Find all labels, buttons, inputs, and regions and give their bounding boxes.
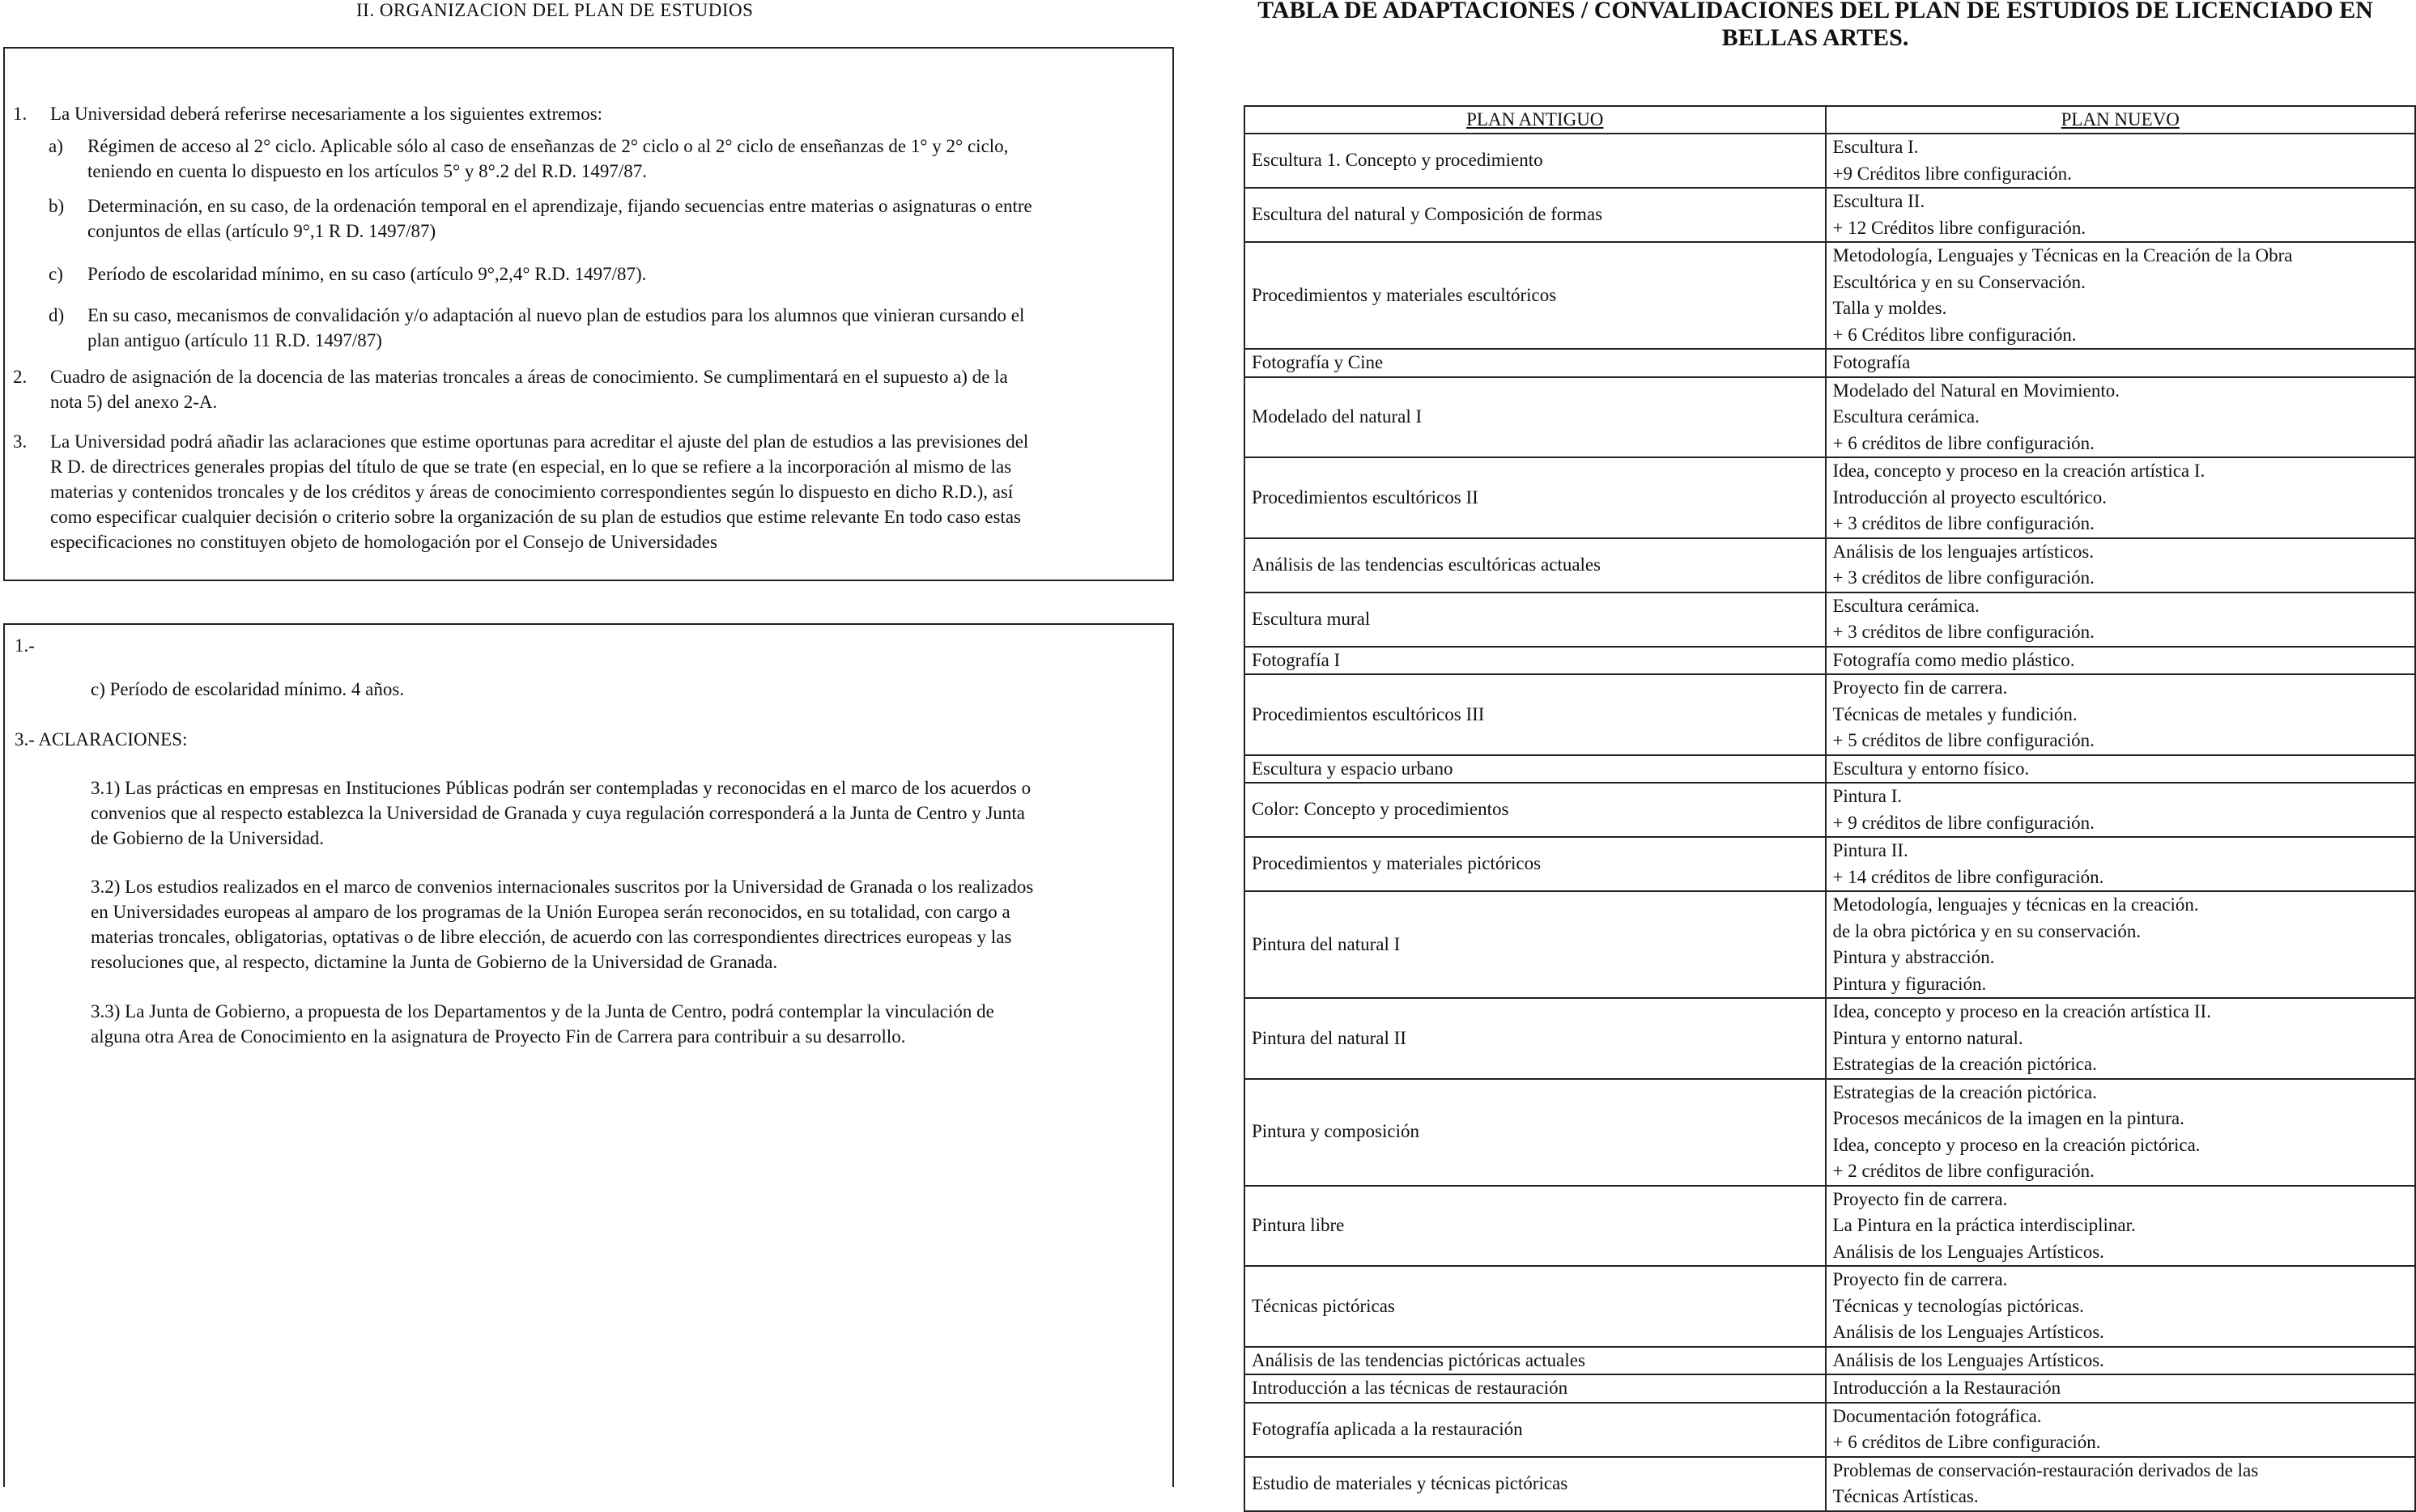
new-plan-line: + 6 créditos de Libre configuración. <box>1832 1432 2101 1452</box>
header-old-plan: PLAN ANTIGUO <box>1244 106 1826 134</box>
old-plan-cell: Técnicas pictóricas <box>1244 1266 1826 1347</box>
clarification-3-1-line2: convenios que al respecto establezca la Universidad de Granada y cuya regulación corresponderá a la Junta de Centro y Junta <box>91 803 1025 823</box>
item-1d-number: d) <box>49 305 65 325</box>
old-plan-cell: Procedimientos escultóricos III <box>1244 674 1826 755</box>
table-title-line2: BELLAS ARTES. <box>1721 24 1909 51</box>
new-plan-cell <box>1826 242 2415 349</box>
new-plan-cell <box>1826 1079 2415 1186</box>
item-1c-line1: Período de escolaridad mínimo, en su caso (artículo 9°,2,4° R.D. 1497/87). <box>87 264 647 284</box>
new-plan-line: Documentación fotográfica. <box>1832 1405 2042 1426</box>
new-plan-line: Pintura y abstracción. <box>1832 947 1995 967</box>
table-row <box>1244 134 2415 188</box>
new-plan-line: Pintura I. <box>1832 786 1903 806</box>
new-plan-line: + 6 créditos de libre configuración. <box>1832 432 2095 453</box>
old-plan-cell: Modelado del natural I <box>1244 377 1826 458</box>
new-plan-line: Análisis de los Lenguajes Artísticos. <box>1832 1349 2104 1370</box>
item-2-number: 2. <box>13 367 28 387</box>
old-plan-cell: Color: Concepto y procedimientos <box>1244 783 1826 837</box>
table-row <box>1244 349 2415 377</box>
new-plan-cell <box>1826 783 2415 837</box>
new-plan-line: Pintura y figuración. <box>1832 973 1987 994</box>
new-plan-line: + 9 créditos de libre configuración. <box>1832 812 2095 833</box>
adaptations-table <box>1244 105 2416 1512</box>
old-plan-cell: Procedimientos y materiales escultóricos <box>1244 242 1826 349</box>
new-plan-cell <box>1826 377 2415 458</box>
heading-1: 1.- <box>15 635 35 656</box>
item-1-text: La Universidad deberá referirse necesariamente a los siguientes extremos: <box>50 104 603 124</box>
new-plan-line: Estrategias de la creación pictórica. <box>1832 1054 2097 1074</box>
new-plan-line: + 12 Créditos libre configuración. <box>1832 217 2086 238</box>
table-title-line1: TABLA DE ADAPTACIONES / CONVALIDACIONES DEL PLAN DE ESTUDIOS DE LICENCIADO EN <box>1257 0 2373 23</box>
heading-aclaraciones: 3.- ACLARACIONES: <box>15 729 188 750</box>
new-plan-cell <box>1826 1403 2415 1457</box>
item-1a-line1: Régimen de acceso al 2° ciclo. Aplicable sólo al caso de enseñanzas de 2° ciclo o al 2° ciclo de enseñanzas de 1° y 2° ciclo, <box>87 136 1009 156</box>
new-plan-line: Escultura II. <box>1832 191 1925 211</box>
clarification-3-3-line1: 3.3) La Junta de Gobierno, a propuesta de los Departamentos y de la Junta de Centro, podrá contemplar la vinculación de <box>91 1001 994 1021</box>
clarification-3-2-line4: resoluciones que, al respecto, dictamine la Junta de Gobierno de la Universidad de Granada. <box>91 952 778 972</box>
table-row <box>1244 674 2415 755</box>
old-plan-cell: Análisis de las tendencias pictóricas actuales <box>1244 1347 1826 1375</box>
old-plan-cell: Pintura y composición <box>1244 1079 1826 1186</box>
new-plan-cell <box>1826 1457 2415 1511</box>
table-row <box>1244 891 2415 998</box>
old-plan-cell: Escultura y espacio urbano <box>1244 755 1826 784</box>
table-row <box>1244 755 2415 784</box>
item-1b-line1: Determinación, en su caso, de la ordenación temporal en el aprendizaje, fijando secuencias entre materias o asignaturas o entre <box>87 196 1032 216</box>
table-row <box>1244 188 2415 242</box>
table-row <box>1244 377 2415 458</box>
clarification-3-3-line2: alguna otra Area de Conocimiento en la asignatura de Proyecto Fin de Carrera para contribuir a su desarrollo. <box>91 1026 906 1047</box>
item-3-line5: especificaciones no constituyen objeto de homologación por el Consejo de Universidades <box>50 532 717 552</box>
old-plan-cell: Pintura del natural II <box>1244 998 1826 1079</box>
old-plan-cell: Procedimientos y materiales pictóricos <box>1244 837 1826 891</box>
new-plan-line: Modelado del Natural en Movimiento. <box>1832 380 2120 401</box>
new-plan-line: Análisis de los Lenguajes Artísticos. <box>1832 1241 2104 1262</box>
new-plan-line: +9 Créditos libre configuración. <box>1832 163 2072 184</box>
new-plan-line: La Pintura en la práctica interdisciplinar. <box>1832 1215 2136 1235</box>
new-plan-line: + 3 créditos de libre configuración. <box>1832 513 2095 533</box>
item-1d-line2: plan antiguo (artículo 11 R.D. 1497/87) <box>87 330 382 350</box>
new-plan-cell <box>1826 1374 2415 1403</box>
old-plan-cell: Procedimientos escultóricos II <box>1244 457 1826 538</box>
new-plan-cell <box>1826 1347 2415 1375</box>
new-plan-cell <box>1826 1186 2415 1267</box>
item-1-number: 1. <box>13 104 28 124</box>
old-plan-cell: Introducción a las técnicas de restauración <box>1244 1374 1826 1403</box>
new-plan-cell <box>1826 538 2415 592</box>
old-plan-cell: Análisis de las tendencias escultóricas actuales <box>1244 538 1826 592</box>
new-plan-line: Análisis de los Lenguajes Artísticos. <box>1832 1322 2104 1342</box>
table-header-row <box>1244 106 2415 134</box>
clarification-3-1-line1: 3.1) Las prácticas en empresas en Instituciones Públicas podrán ser contempladas y reconocidas en el marco de los acuerdos o <box>91 778 1031 798</box>
new-plan-line: Técnicas de metales y fundición. <box>1832 703 2078 724</box>
header-new-plan: PLAN NUEVO <box>1826 106 2415 134</box>
new-plan-line: Proyecto fin de carrera. <box>1832 1269 2008 1289</box>
new-plan-cell <box>1826 1266 2415 1347</box>
new-plan-line: Estrategias de la creación pictórica. <box>1832 1081 2097 1102</box>
table-row <box>1244 783 2415 837</box>
new-plan-line: Procesos mecánicos de la imagen en la pintura. <box>1832 1108 2184 1128</box>
new-plan-line: Pintura y entorno natural. <box>1832 1027 2023 1048</box>
new-plan-line: Escultura cerámica. <box>1832 406 1980 427</box>
new-plan-line: Fotografía como medio plástico. <box>1832 649 2075 670</box>
new-plan-line: Escultura y entorno físico. <box>1832 758 2030 779</box>
new-plan-cell <box>1826 998 2415 1079</box>
table-row <box>1244 998 2415 1079</box>
new-plan-line: Escultura I. <box>1832 137 1919 157</box>
table-row <box>1244 1457 2415 1511</box>
old-plan-cell: Escultura mural <box>1244 592 1826 647</box>
new-plan-line: + 3 créditos de libre configuración. <box>1832 622 2095 642</box>
new-plan-line: Fotografía <box>1832 352 1911 372</box>
new-plan-line: + 14 créditos de libre configuración. <box>1832 866 2104 887</box>
old-plan-cell: Fotografía y Cine <box>1244 349 1826 377</box>
new-plan-line: Técnicas y tecnologías pictóricas. <box>1832 1295 2084 1316</box>
old-plan-cell: Pintura libre <box>1244 1186 1826 1267</box>
new-plan-line: Idea, concepto y proceso en la creación pictórica. <box>1832 1134 2201 1155</box>
new-plan-line: Introducción a la Restauración <box>1832 1378 2061 1398</box>
new-plan-line: Talla y moldes. <box>1832 298 1947 318</box>
item-3-number: 3. <box>13 431 28 452</box>
item-1a-line2: teniendo en cuenta lo dispuesto en los artículos 5° y 8°.2 del R.D. 1497/87. <box>87 161 648 181</box>
table-row <box>1244 592 2415 647</box>
table-row <box>1244 1079 2415 1186</box>
old-plan-cell: Fotografía aplicada a la restauración <box>1244 1403 1826 1457</box>
item-1c-number: c) <box>49 264 63 284</box>
table-row <box>1244 457 2415 538</box>
item-2-line1: Cuadro de asignación de la docencia de las materias troncales a áreas de conocimiento. Se cumplimentará en el supuesto a) de la <box>50 367 1008 387</box>
table-row <box>1244 647 2415 675</box>
new-plan-line: Idea, concepto y proceso en la creación artística II. <box>1832 1001 2211 1021</box>
new-plan-cell <box>1826 891 2415 998</box>
item-3-line2: R D. de directrices generales propias del título de que se trate (en especial, en lo que se refiere a la incorporación al mismo de las <box>50 457 1012 477</box>
clarifications-box <box>3 623 1174 1487</box>
clarification-3-2-line3: materias troncales, obligatorias, optativas o de libre elección, de acuerdo con las correspondientes directrices europeas y las <box>91 927 1012 947</box>
item-1b-line2: conjuntos de ellas (artículo 9°,1 R D. 1497/87) <box>87 221 436 241</box>
minimum-period: c) Período de escolaridad mínimo. 4 años. <box>91 679 405 699</box>
item-3-line1: La Universidad podrá añadir las aclaraciones que estime oportunas para acreditar el ajuste del plan de estudios a las previsiones del <box>50 431 1029 452</box>
new-plan-line: Idea, concepto y proceso en la creación artística I. <box>1832 461 2205 481</box>
item-2-line2: nota 5) del anexo 2-A. <box>50 392 218 412</box>
table-row <box>1244 1186 2415 1267</box>
clarification-3-2-line1: 3.2) Los estudios realizados en el marco de convenios internacionales suscritos por la Universidad de Granada o los realizados <box>91 877 1034 897</box>
new-plan-line: Escultórica y en su Conservación. <box>1832 271 2086 292</box>
new-plan-cell <box>1826 837 2415 891</box>
old-plan-cell: Fotografía I <box>1244 647 1826 675</box>
table-row <box>1244 1266 2415 1347</box>
clarification-3-2-line2: en Universidades europeas al amparo de los programas de la Unión Europea serán reconocidos, en su totalidad, con cargo a <box>91 902 1010 922</box>
new-plan-line: Análisis de los lenguajes artísticos. <box>1832 541 2095 562</box>
new-plan-line: Pintura II. <box>1832 840 1908 860</box>
new-plan-line: Metodología, Lenguajes y Técnicas en la Creación de la Obra <box>1832 245 2293 265</box>
new-plan-cell <box>1826 457 2415 538</box>
old-plan-cell: Escultura 1. Concepto y procedimiento <box>1244 134 1826 188</box>
item-3-line4: como especificar cualquier decisión o criterio sobre la organización de su plan de estudios que estime relevante En todo caso estas <box>50 507 1021 527</box>
new-plan-cell <box>1826 134 2415 188</box>
new-plan-line: Técnicas Artísticas. <box>1832 1486 1979 1506</box>
table-title <box>1214 0 2416 52</box>
new-plan-line: Escultura cerámica. <box>1832 595 1980 616</box>
table-row <box>1244 1374 2415 1403</box>
new-plan-line: + 3 créditos de libre configuración. <box>1832 567 2095 588</box>
new-plan-cell <box>1826 647 2415 675</box>
new-plan-cell <box>1826 188 2415 242</box>
table-row <box>1244 1347 2415 1375</box>
new-plan-cell <box>1826 674 2415 755</box>
old-plan-cell: Escultura del natural y Composición de formas <box>1244 188 1826 242</box>
new-plan-cell <box>1826 349 2415 377</box>
new-plan-line: Proyecto fin de carrera. <box>1832 677 2008 698</box>
new-plan-line: + 5 créditos de libre configuración. <box>1832 730 2095 750</box>
section-title: II. ORGANIZACION DEL PLAN DE ESTUDIOS <box>356 0 754 20</box>
item-1a-number: a) <box>49 136 63 156</box>
table-row <box>1244 538 2415 592</box>
item-1d-line1: En su caso, mecanismos de convalidación y/o adaptación al nuevo plan de estudios para los alumnos que vinieran cursando el <box>87 305 1025 325</box>
new-plan-cell <box>1826 755 2415 784</box>
new-plan-line: Metodología, lenguajes y técnicas en la creación. <box>1832 894 2199 915</box>
instructions-box <box>3 47 1174 581</box>
new-plan-line: Introducción al proyecto escultórico. <box>1832 486 2108 508</box>
old-plan-cell: Pintura del natural I <box>1244 891 1826 998</box>
table-row <box>1244 242 2415 349</box>
new-plan-line: Problemas de conservación-restauración derivados de las <box>1832 1459 2259 1480</box>
new-plan-line: + 6 Créditos libre configuración. <box>1832 324 2077 345</box>
old-plan-cell: Estudio de materiales y técnicas pictóricas <box>1244 1457 1826 1511</box>
new-plan-cell <box>1826 592 2415 647</box>
new-plan-line: de la obra pictórica y en su conservación. <box>1832 920 2142 941</box>
table-row <box>1244 1403 2415 1457</box>
item-3-line3: materias y contenidos troncales y de los créditos y áreas de conocimiento correspondientes según lo dispuesto en dicho R.D.), así <box>50 482 1014 502</box>
new-plan-line: Proyecto fin de carrera. <box>1832 1188 2008 1209</box>
clarification-3-1-line3: de Gobierno de la Universidad. <box>91 828 325 848</box>
item-1b-number: b) <box>49 196 65 216</box>
table-row <box>1244 837 2415 891</box>
new-plan-line: + 2 créditos de libre configuración. <box>1832 1161 2095 1181</box>
